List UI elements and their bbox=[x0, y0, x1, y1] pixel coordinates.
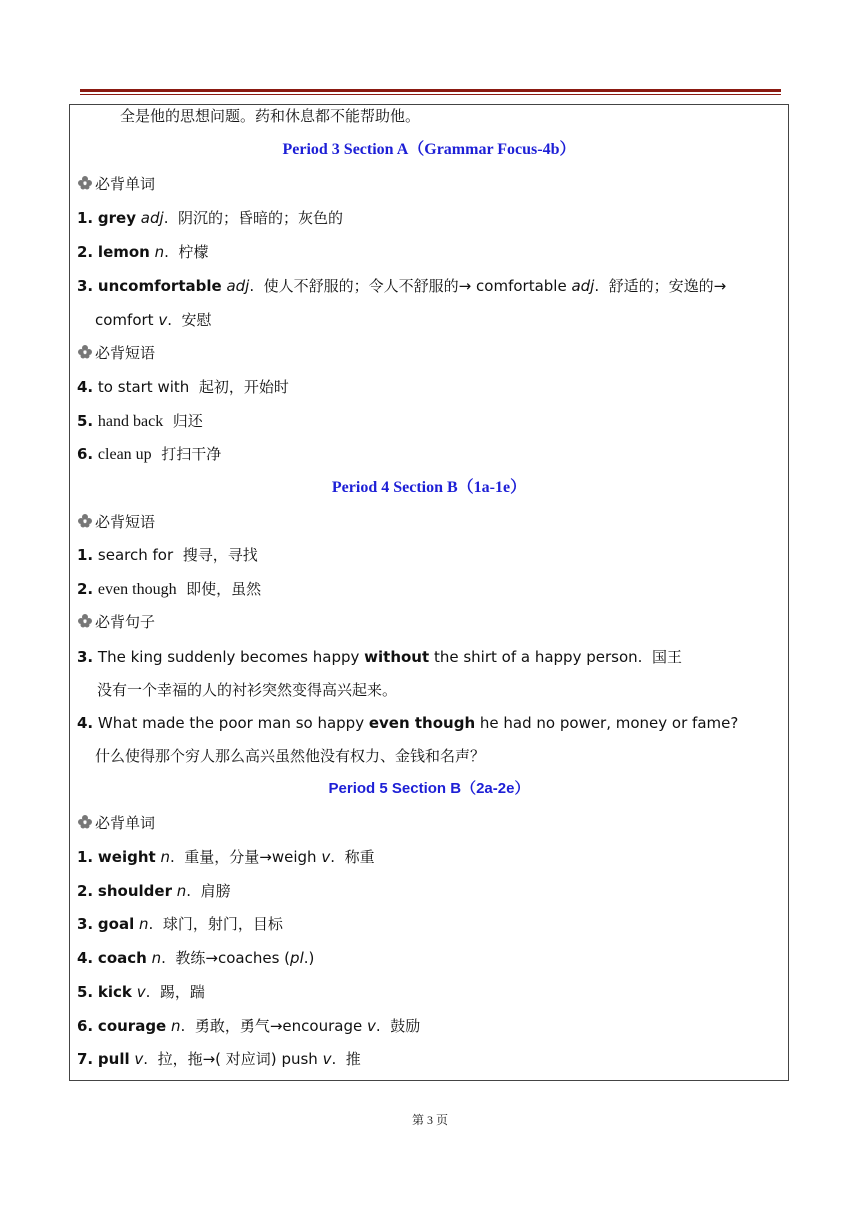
flower-icon bbox=[77, 613, 93, 629]
part-of-speech: adj bbox=[571, 277, 595, 295]
vocab-word: pull bbox=[97, 1050, 130, 1068]
vocab-word: coach bbox=[97, 949, 147, 967]
part-of-speech: v bbox=[322, 1050, 332, 1068]
meaning: 推 bbox=[345, 1050, 361, 1068]
meaning: 勇敢，勇气→ bbox=[194, 1017, 283, 1035]
part-of-speech: n bbox=[160, 848, 170, 866]
item-number: 4. bbox=[77, 378, 94, 396]
vocab-word: weight bbox=[97, 848, 156, 866]
item-number: 5. bbox=[77, 412, 94, 430]
p5-word-4: 4. coach n. 教练→coaches (pl.) bbox=[77, 949, 315, 967]
p5-word-3: 3. goal n. 球门，射门，目标 bbox=[77, 915, 283, 933]
sentence-text: The king suddenly becomes happy bbox=[97, 648, 360, 666]
meaning: 踢，踹 bbox=[159, 983, 205, 1001]
p3-word-2: 2. lemon n. 柠檬 bbox=[77, 243, 209, 261]
part-of-speech: n bbox=[176, 882, 187, 900]
meaning: 安慰 bbox=[181, 311, 212, 329]
phrase: clean up bbox=[97, 446, 152, 463]
translation: 国王 bbox=[651, 648, 682, 666]
item-number: 3. bbox=[77, 277, 94, 295]
item-number: 6. bbox=[77, 445, 94, 463]
item-number: 2. bbox=[77, 882, 94, 900]
phrase: to start with bbox=[97, 378, 190, 396]
related-word: push bbox=[281, 1050, 318, 1068]
related-word: comfortable bbox=[476, 277, 567, 295]
p3-word-1: 1. grey adj. 阴沉的；昏暗的；灰色的 bbox=[77, 209, 344, 227]
section-title-text: 必背句子 bbox=[95, 613, 156, 631]
p4-sentence-3-cn: 没有一个幸福的人的衬衫突然变得高兴起来。 bbox=[97, 681, 398, 699]
p5-word-7: 7. pull v. 拉，拖→( 对应词) push v. 推 bbox=[77, 1050, 361, 1068]
sentence-text: the shirt of a happy person. bbox=[433, 648, 643, 666]
vocab-word: goal bbox=[97, 915, 135, 933]
vocab-word: uncomfortable bbox=[97, 277, 222, 295]
p4-sentence-4 bbox=[77, 711, 860, 735]
meaning: 教练→ bbox=[175, 949, 218, 967]
meaning: 即使，虽然 bbox=[186, 580, 262, 598]
phrase: hand back bbox=[97, 413, 164, 430]
section-title-text: 必背短语 bbox=[95, 513, 156, 531]
part-of-speech: n bbox=[139, 915, 149, 933]
period5-heading: Period 5 Section B（2a-2e） bbox=[328, 780, 530, 797]
key-phrase: without bbox=[364, 648, 430, 666]
item-number: 3. bbox=[77, 648, 94, 666]
phrase: even though bbox=[97, 581, 177, 598]
page-number: 第 3 页 bbox=[411, 1113, 448, 1127]
section-title-text: 必背单词 bbox=[95, 814, 156, 832]
p5-word-2: 2. shoulder n. 肩膀 bbox=[77, 882, 231, 900]
part-of-speech: n bbox=[151, 949, 162, 967]
item-number: 2. bbox=[77, 243, 94, 261]
header-rule-thin bbox=[80, 94, 781, 95]
meaning: 阴沉的；昏暗的；灰色的 bbox=[178, 209, 344, 227]
p5-word-1: 1. weight n. 重量，分量→weigh v. 称重 bbox=[77, 848, 375, 866]
p4-sentence-3 bbox=[77, 645, 860, 669]
p3-word-3-cont: comfort v. 安慰 bbox=[95, 311, 212, 329]
meaning: 肩膀 bbox=[200, 882, 231, 900]
period3-words-title bbox=[77, 172, 860, 196]
item-number: 4. bbox=[77, 949, 94, 967]
vocab-word: shoulder bbox=[97, 882, 172, 900]
meaning: 鼓励 bbox=[390, 1017, 421, 1035]
meaning: 舒适的；安逸的→ bbox=[608, 277, 727, 295]
meaning: 柠檬 bbox=[178, 243, 209, 261]
meaning: 起初，开始时 bbox=[198, 378, 289, 396]
period5-words-title bbox=[77, 811, 860, 835]
period4-heading: Period 4 Section B（1a-1e） bbox=[331, 479, 527, 496]
related-word: coaches ( bbox=[218, 949, 291, 967]
item-number: 4. bbox=[77, 714, 94, 732]
flower-icon bbox=[77, 344, 93, 360]
key-phrase: even though bbox=[368, 714, 476, 732]
meaning: 重量，分量→ bbox=[184, 848, 272, 866]
phrase: search for bbox=[97, 546, 174, 564]
continuation-text: 全是他的思想问题。药和休息都不能帮助他。 bbox=[120, 107, 421, 125]
item-number: 1. bbox=[77, 546, 94, 564]
flower-icon bbox=[77, 814, 93, 830]
item-number: 7. bbox=[77, 1050, 94, 1068]
p3-word-3: 3. uncomfortable adj. 使人不舒服的；令人不舒服的→ comfortable adj. 舒适的；安逸的→ bbox=[77, 277, 727, 295]
item-number: 3. bbox=[77, 915, 94, 933]
sentence-text: he had no power, money or fame? bbox=[479, 714, 739, 732]
item-number: 2. bbox=[77, 580, 94, 598]
vocab-word: lemon bbox=[97, 243, 150, 261]
flower-icon bbox=[77, 175, 93, 191]
related-word: encourage bbox=[282, 1017, 363, 1035]
vocab-word: kick bbox=[97, 983, 132, 1001]
meaning: 搜寻，寻找 bbox=[182, 546, 258, 564]
vocab-word: grey bbox=[97, 209, 137, 227]
period3-phrases-title bbox=[77, 341, 860, 365]
p5-word-5: 5. kick v. 踢，踹 bbox=[77, 983, 205, 1001]
part-of-speech: v bbox=[136, 983, 146, 1001]
meaning: 球门，射门，目标 bbox=[162, 915, 283, 933]
part-of-speech: n bbox=[154, 243, 165, 261]
meaning: 拉，拖→( 对应词) bbox=[157, 1050, 277, 1068]
p5-word-6: 6. courage n. 勇敢，勇气→encourage v. 鼓励 bbox=[77, 1017, 421, 1035]
meaning: 归还 bbox=[172, 412, 203, 430]
p4-sentence-4-cn: 什么使得那个穷人那么高兴虽然他没有权力、金钱和名声？ bbox=[95, 747, 486, 765]
meaning: 打扫干净 bbox=[161, 445, 222, 463]
p4-phrase-1 bbox=[77, 543, 860, 567]
part-of-speech: pl bbox=[290, 949, 304, 967]
section-title-text: 必背单词 bbox=[95, 175, 156, 193]
item-number: 6. bbox=[77, 1017, 94, 1035]
related-word: comfort bbox=[95, 311, 154, 329]
part-of-speech: v bbox=[134, 1050, 144, 1068]
part-of-speech: adj bbox=[140, 209, 164, 227]
p3-phrase-4 bbox=[77, 375, 860, 399]
section-title-text: 必背短语 bbox=[95, 344, 156, 362]
vocab-word: courage bbox=[97, 1017, 167, 1035]
part-of-speech: v bbox=[158, 311, 168, 329]
flower-icon bbox=[77, 513, 93, 529]
period4-sentences-title bbox=[77, 610, 860, 634]
part-of-speech: n bbox=[171, 1017, 181, 1035]
item-number: 1. bbox=[77, 848, 94, 866]
related-word-tail: .) bbox=[303, 949, 315, 967]
period3-heading: Period 3 Section A（Grammar Focus-4b） bbox=[282, 141, 576, 158]
p4-phrase-2 bbox=[77, 577, 860, 601]
part-of-speech: adj bbox=[226, 277, 250, 295]
meaning: 称重 bbox=[344, 848, 375, 866]
p3-phrase-5 bbox=[77, 409, 860, 433]
part-of-speech: v bbox=[366, 1017, 376, 1035]
item-number: 5. bbox=[77, 983, 94, 1001]
p3-phrase-6 bbox=[77, 442, 860, 466]
meaning: 使人不舒服的；令人不舒服的→ bbox=[263, 277, 472, 295]
related-word: weigh bbox=[271, 848, 317, 866]
sentence-text: What made the poor man so happy bbox=[97, 714, 365, 732]
period4-phrases-title bbox=[77, 510, 860, 534]
header-rule-thick bbox=[80, 89, 781, 92]
item-number: 1. bbox=[77, 209, 94, 227]
part-of-speech: v bbox=[321, 848, 331, 866]
